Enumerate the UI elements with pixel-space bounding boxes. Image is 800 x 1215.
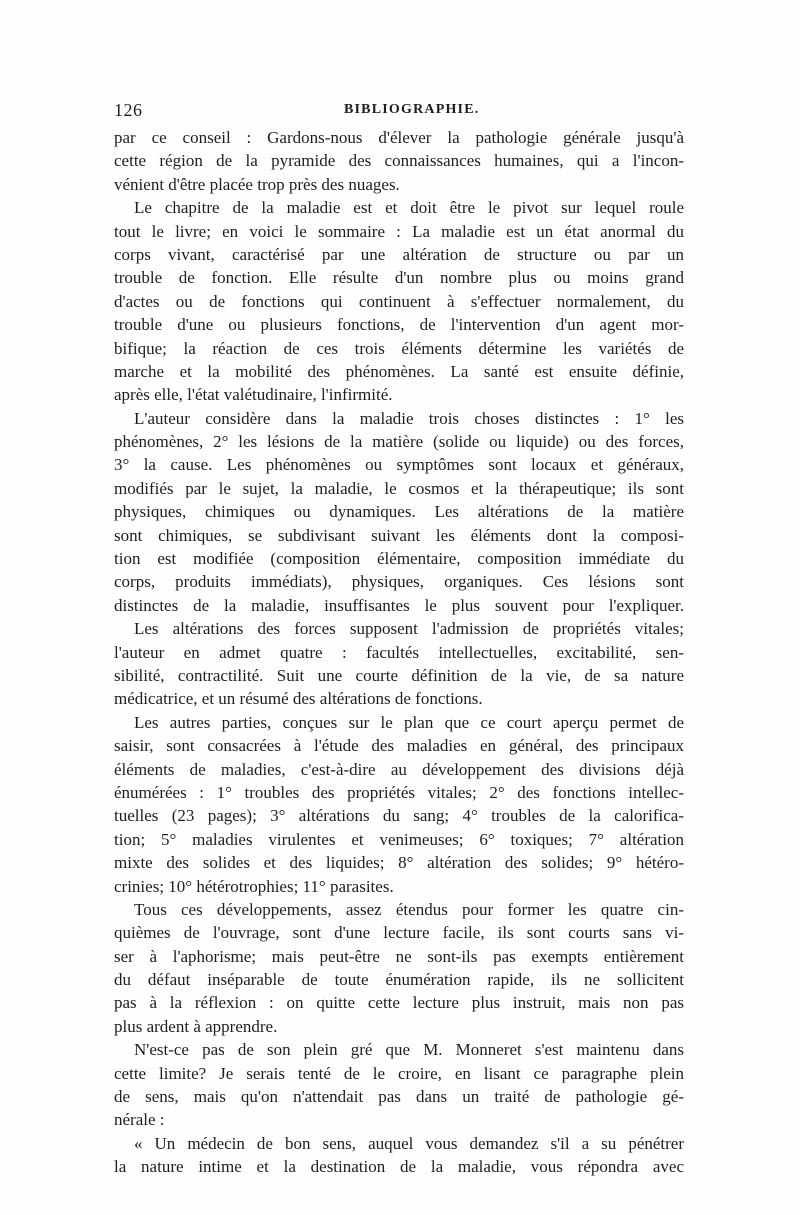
text-line: 3° la cause. Les phénomènes ou symptômes sont locaux et généraux, [114, 455, 684, 475]
text-line: sont chimiques, se subdivisant suivant les éléments dont la composi- [114, 525, 684, 545]
text-line: Le chapitre de la maladie est et doit être le pivot sur lequel roule [134, 198, 684, 218]
text-line: Tous ces développements, assez étendus pour former les quatre cin- [134, 899, 684, 919]
running-title: BIBLIOGRAPHIE. [344, 102, 480, 117]
text-line: L'auteur considère dans la maladie trois choses distinctes : 1° les [134, 408, 684, 428]
text-line: énumérées : 1° troubles des propriétés vitales; 2° des fonctions intellec- [114, 782, 684, 802]
text-line: mixte des solides et des liquides; 8° altération des solides; 9° hétéro- [114, 853, 684, 873]
text-line: tion est modifiée (composition élémentaire, composition immédiate du [114, 549, 684, 569]
text-line: Les altérations des forces supposent l'admission de propriétés vitales; [134, 619, 684, 639]
text-line: « Un médecin de bon sens, auquel vous demandez s'il a su pénétrer [134, 1133, 684, 1153]
text-line: plus ardent à apprendre. [114, 1016, 278, 1036]
text-line: sibilité, contractilité. Suit une courte définition de la vie, de sa nature [114, 665, 684, 685]
text-line: corps, produits immédiats), physiques, organiques. Ces lésions sont [114, 572, 684, 592]
page-number: 126 [114, 100, 143, 120]
text-line: corps vivant, caractérisé par une altération de structure ou par un [114, 244, 684, 264]
text-line: médicatrice, et un résumé des altérations de fonctions. [114, 689, 483, 709]
text-line: tion; 5° maladies virulentes et venimeuses; 6° toxiques; 7° altération [114, 829, 684, 849]
text-line: après elle, l'état valétudinaire, l'infirmité. [114, 385, 393, 405]
body-text [114, 126, 684, 1179]
text-line: phénomènes, 2° les lésions de la matière (solide ou liquide) ou des forces, [114, 432, 684, 452]
text-line: la nature intime et la destination de la maladie, vous répondra avec [114, 1157, 684, 1177]
text-line: modifiés par le sujet, la maladie, le cosmos et la thérapeutique; ils sont [114, 478, 684, 498]
text-line: par ce conseil : Gardons-nous d'élever la pathologie générale jusqu'à [114, 128, 684, 147]
text-line: du défaut inséparable de toute énumération rapide, ils ne sollicitent [114, 970, 684, 990]
text-line: tout le livre; en voici le sommaire : La maladie est un état anormal du [114, 221, 684, 241]
running-head [114, 100, 684, 126]
text-line: physiques, chimiques ou dynamiques. Les altérations de la matière [114, 502, 684, 522]
text-line: tuelles (23 pages); 3° altérations du sang; 4° troubles de la calorifica- [114, 806, 684, 826]
text-line: distinctes de la maladie, insuffisantes le plus souvent pour l'expliquer. [114, 595, 684, 615]
text-line: cette limite? Je serais tenté de le croire, en lisant ce paragraphe plein [114, 1063, 684, 1083]
text-line: N'est-ce pas de son plein gré que M. Monneret s'est maintenu dans [134, 1040, 684, 1060]
text-line: d'actes ou de fonctions qui continuent à s'effectuer normalement, du [114, 291, 684, 311]
text-line: l'auteur en admet quatre : facultés intellectuelles, excitabilité, sen- [114, 642, 684, 662]
text-line: de sens, mais qu'on n'attendait pas dans un traité de pathologie gé- [114, 1087, 684, 1107]
text-line: cette région de la pyramide des connaissances humaines, qui a l'incon- [114, 151, 684, 171]
text-line: trouble de fonction. Elle résulte d'un nombre plus ou moins grand [114, 268, 684, 288]
text-line: bifique; la réaction de ces trois éléments détermine les variétés de [114, 338, 684, 358]
text-line: pas à la réflexion : on quitte cette lecture plus instruit, mais non pas [114, 993, 684, 1013]
text-line: marche et la mobilité des phénomènes. La santé est ensuite définie, [114, 361, 684, 381]
text-line: quièmes de l'ouvrage, sont d'une lecture facile, ils sont courts sans vi- [114, 923, 684, 943]
text-line: ser à l'aphorisme; mais peut-être ne sont-ils pas exempts entièrement [114, 946, 684, 966]
text-line: Les autres parties, conçues sur le plan que ce court aperçu permet de [134, 712, 684, 732]
text-line: nérale : [114, 1110, 165, 1130]
text-line: éléments de maladies, c'est-à-dire au développement des divisions déjà [114, 759, 684, 779]
text-line: vénient d'être placée trop près des nuages. [114, 174, 400, 194]
text-line: saisir, sont consacrées à l'étude des maladies en général, des principaux [114, 736, 684, 756]
text-line: trouble d'une ou plusieurs fonctions, de l'intervention d'un agent mor- [114, 315, 684, 335]
text-line: crinies; 10° hétérotrophies; 11° parasites. [114, 876, 394, 896]
